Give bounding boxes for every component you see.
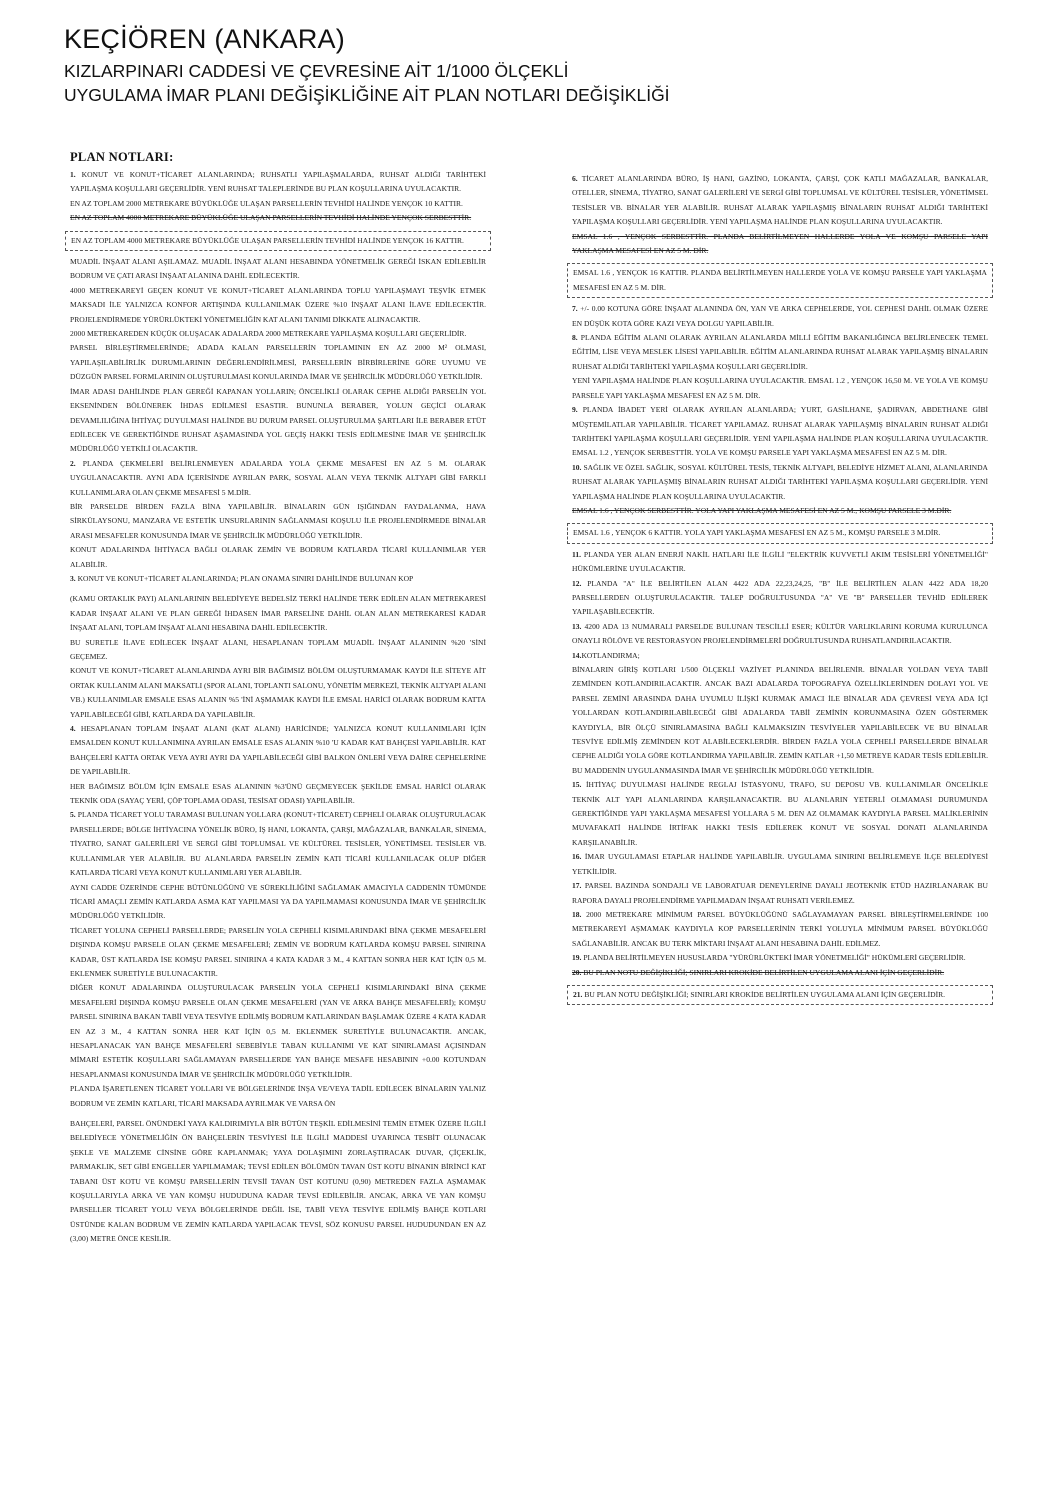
notes-right-column (572, 172, 988, 1009)
note-text: KONUT VE KONUT+TİCARET ALANLARINDA; PLAN ONAMA SINIRI DAHİLİNDE BULUNAN KOP (77, 573, 414, 583)
note-paragraph: BAHÇELERİ, PARSEL ÖNÜNDEKİ YAYA KALDIRIMIYLA BİR BÜTÜN TEŞKİL EDİLMESİNİ TEMİN ETMEK ÜZERE İLGİLİ BELEDİYECE YÖNETMELİĞİN ÖN BAHÇELERİN TESVİYESİ İLE İLGİLİ MADDESİ UYARINCA TESBİT OLUNACAK ŞEKLE VE MALZEME CİNSİNE GÖRE KAPLANMAK; YAYA DOLAŞIMINI ZORLAŞTIRACAK DUVAR, ÇİÇEKLİK, PARMAKLIK, SET GİBİ ENGELLER YAPILMAMAK; TEVSİ EDİLEN BÖLÜMÜN TAVAN ÜST KOTU BİNANIN BİRİNCİ KAT TABANI ÜST KOTU VE KOMŞU PARSELLERİN TEVSİİ TAVAN ÜST KOTUNU (0,90) METREDEN FAZLA AŞMAMAK KOŞULLARIYLA ARKA VE YAN KOMŞU HUDUDUNA KADAR TEVSİ EDİLEBİLİR. ANCAK, ARKA VE YAN KOMŞU PARSELLER TİCARET YOLU VEYA BÖLGELERİNDE DEĞİL İSE, TABİİ VEYA TESVİYE EDİLMİŞ BAHÇE KOTLARI ÜSTÜNDE KALAN BODRUM VE ZEMİN KATLARDA YAPILACAK TEVSİ, SÖZ KONUSU PARSEL HUDUDUNDAN EN AZ (3,00) METRE ÖNCE KESİLİR. (70, 1119, 486, 1244)
amended-note-box (567, 523, 993, 543)
note-paragraph: BU SURETLE İLAVE EDİLECEK İNŞAAT ALANI, HESAPLANAN TOPLAM MUADİL İNŞAAT ALANININ %20 'SİNİ GEÇEMEZ. (70, 637, 486, 661)
note-paragraph: İMAR ADASI DAHİLİNDE PLAN GEREĞİ KAPANAN YOLLARIN; ÖNCELİKLİ OLARAK CEPHE ALDIĞI PARSELİN YOL EKSENİNDEN BÖLÜNEREK İHDAS EDİLMESİ ESASTIR. BUNUNLA BERABER, YOLUN GEÇİCİ OLARAK DEVAMLILIĞINA İHTİYAÇ DUYULMASI HALİNDE BU DURUM PARSEL OLUŞTURULMA ŞARTLARI İLE BERABER ETÜT EDİLECEK VE GEREKTİĞİNDE RUHSAT AŞAMASINDA YOL GEÇİŞ HAKKI TESİS EDİLMESİNE İMAR VE ŞEHİRCİLİK MÜDÜRLÜĞÜ YETKİLİ OLACAKTIR. (70, 386, 486, 454)
amended-note-text: EMSAL 1.6 , YENÇOK 16 KATTIR. PLANDA BELİRTİLMEYEN HALLERDE YOLA VE KOMŞU PARSELE YAPI YAKLAŞMA MESAFESİ EN AZ 5 M. DİR. (573, 268, 987, 292)
note-number: 19. (572, 953, 582, 963)
note-text: PLANDA ÇEKMELERİ BELİRLENMEYEN ADALARDA YOLA ÇEKME MESAFESİ EN AZ 5 M. OLARAK UYGULANACAKTIR. AYNI ADA İÇERİSİNDE AYRILAN PARK, SOSYAL ALAN VEYA TEKNİK ALTYAPI GİBİ FARKLI KULLANIMLARA OLAN ÇEKME MESAFESİ 5 M.DİR. (70, 458, 486, 497)
note-9 (572, 403, 988, 461)
amended-note-text: EN AZ TOPLAM 4000 METREKARE BÜYÜKLÜĞE ULAŞAN PARSELLERİN TEVHİDİ HALİNDE YENÇOK 16 KATTIR. (71, 235, 464, 245)
struck-note-paragraph: EMSAL 1.6 , YENÇOK SERBESTTİR. PLANDA BELİRTİLMEYEN HALLERDE YOLA VE KOMŞU PARSELE YAPI YAKLAŞMA MESAFESİ EN AZ 5 M. DİR. (572, 231, 988, 256)
note-text: İMAR UYGULAMASI ETAPLAR HALİNDE YAPILABİLİR. UYGULAMA SINIRINI BELİRLEMEYE İLÇE BELEDİYESİ YETKİLİDİR. (572, 852, 988, 876)
note-2 (70, 457, 486, 500)
note-text: HESAPLANAN TOPLAM İNŞAAT ALANI (KAT ALANI) HARİCİNDE; YALNIZCA KONUT KULLANIMLARI İÇİN EMSALDEN KONUT KULLANIMINA AYRILAN EMSALE ESAS ALANIN %10 'U KADAR KAT BAHÇESİ YAPILABİLİR. KAT BAHÇELERİ KATTA ORTAK VEYA AYRI AYRI DA YAPILABİLECEĞİ GİBİ BALKON ÖNLERİ VEYA DAİRE CEPHELERİNE DE YAPILABİLİR. (70, 724, 486, 777)
note-7 (572, 302, 988, 331)
note-number: 6. (572, 174, 578, 183)
note-text: TİCARET ALANLARINDA BÜRO, İŞ HANI, GAZİNO, LOKANTA, ÇARŞI, ÇOK KATLI MAĞAZALAR, BANKALAR, OTELLER, SİNEMA, TİYATRO, SANAT GALERİLERİ VE SERGİ GİBİ TOPLUMSAL VE KÜLTÜREL TESİSLER, YÖNETİMSEL TESİSLER VB. BİNALAR YER ALABİLİR. RUHSAT ALARAK YAPILAŞMIŞ BİNALARIN RUHSAT ALDIĞI TARİHTEKİ YAPILAŞMA KOŞULLARI GEÇERLİDİR. YENİ YAPILAŞMA HALİNDE PLAN KOŞULLARINA UYULACAKTIR. (572, 174, 988, 227)
note-text: KONUT VE KONUT+TİCARET ALANLARINDA; RUHSATLI YAPILAŞMALARDA, RUHSAT ALDIĞI TARİHTEKİ YAPILAŞMA KOŞULLARI GEÇERLİDİR. YENİ RUHSAT TALEPLERİNDE BU PLAN KOŞULLARINA UYULACAKTIR. (70, 170, 486, 194)
note-number: 12. (572, 578, 582, 588)
document-header (64, 22, 670, 107)
note-text: 2000 METREKARE MİNİMUM PARSEL BÜYÜKLÜĞÜNÜ SAĞLAYAMAYAN PARSEL BİRLEŞTİRMELERİNDE 100 METREKAREYİ AŞMAMAK KAYDIYLA KOP PARSELLERİNİN TERKİ YOLUYLA MİNİMUM PARSEL BÜYÜKLÜĞÜ SAĞLANABİLİR. ANCAK BU TERK MİKTARI İNŞAAT ALANI HESABINA DAHİL EDİLMEZ. (572, 909, 988, 948)
note-paragraph: TİCARET YOLUNA CEPHELİ PARSELLERDE; PARSELİN YOLA CEPHELİ KISIMLARINDAKİ BİNA ÇEKME MESAFELERİ DIŞINDA KOMŞU PARSELE OLAN ÇEKME MESAFELERİ; ZEMİN VE BODRUM KATLARDA KOMŞU PARSEL SINIRINA KADAR, ÜST KATLARDA İSE KOMŞU PARSEL SINIRINA 4 KATA KADAR 3 M., 4 KATTAN SONRA HER KAT İÇİN 0,5 M. EKLENMEK SURETİYLE BULUNACAKTIR. (70, 925, 486, 978)
note-paragraph: PLANDA İŞARETLENEN TİCARET YOLLARI VE BÖLGELERİNDE İNŞA VE/VEYA TADİL EDİLECEK BİNALARIN YALNIZ BODRUM VE ZEMİN KATLARI, TİCARİ MAKSADA AYRILMAK VE VARSA ÖN (70, 1084, 486, 1108)
note-title: KOTLANDIRMA; (581, 650, 640, 660)
note-13 (572, 620, 988, 649)
note-number: 13. (572, 621, 582, 631)
note-number: 10. (572, 462, 582, 472)
note-paragraph: BİNALARIN GİRİŞ KOTLARI 1/500 ÖLÇEKLİ VAZİYET PLANINDA BELİRLENİR. BİNALAR YOLDAN VEYA TABİİ ZEMİNDEN KOTLANDIRILACAKTIR. ANCAK BAZI ADALARDA TOPOGRAFYA ÖZELLİKLERİNDEN DOLAYI YOL VE PARSEL ZEMİNİ ARASINDA DAHA UYUMLU İLİŞKİ KURMAK AMACI İLE BİNALAR ADA ÇEVRESİ VEYA ADA İÇİ YOLLARDAN KOTLANDIRILABİLECEĞİ GİBİ ADALARDA TABİİ ZEMİNİN KORUNMASINA ÖZEN GÖSTERMEK KAYDIYLA, BİR ÖLÇÜ SINIRLAMASINA BAĞLI KALMAKSIZIN TESVİYELER YAPILABİLECEK VE BU BİNALAR TESVİYE EDİLMİŞ ZEMİNDEN KOT ALABİLECEKLERDİR. BİRDEN FAZLA YOLA CEPHELİ PARSELLERDE BİNALAR CEPHE ALDIĞI YOLA GÖRE KOTLANDIRMA YAPILABİLİR. ZEMİN KATLAR +1,50 METREYE KADAR TESİS EDİLEBİLİR. BU MADDENİN UYGULANMASINDA İMAR VE ŞEHİRCİLİK MÜDÜRLÜĞÜ YETKİLİDİR. (572, 665, 988, 775)
amended-note-text: EMSAL 1.6 , YENÇOK 6 KATTIR. YOLA YAPI YAKLAŞMA MESAFESİ EN AZ 5 M., KOMŞU PARSELE 3 M.DİR. (573, 528, 941, 538)
note-21 (573, 988, 987, 1002)
note-text: PLANDA EĞİTİM ALANI OLARAK AYRILAN ALANLARDA MİLLİ EĞİTİM BAKANLIĞINCA BELİRLENECEK TEMEL EĞİTİM, LİSE VEYA MESLEK LİSESİ YAPILABİLİR. EĞİTİM ALANLARINDA RUHSAT ALARAK YAPILAŞMIŞ BİNALARIN RUHSAT ALDIĞI TARİHTEKİ YAPILAŞMA KOŞULLARI GEÇERLİDİR. (572, 333, 988, 371)
note-19 (572, 951, 988, 965)
note-number: 1. (70, 170, 76, 179)
note-text: PLANDA YER ALAN ENERJİ NAKİL HATLARI İLE İLGİLİ "ELEKTRİK KUVVETLİ AKIM TESİSLERİ YÖNETMELİĞİ" HÜKÜMLERİNE UYULACAKTIR. (572, 549, 988, 574)
note-text: BU PLAN NOTU DEĞİŞİKLİĞİ; SINIRLARI KROKİDE BELİRTİLEN UYGULAMA ALANI İÇİN GEÇERLİDİR. (584, 989, 946, 999)
note-paragraph: KONUT VE KONUT+TİCARET ALANLARINDA AYRI BİR BAĞIMSIZ BÖLÜM OLUŞTURMAMAK KAYDI İLE SİTEYE AİT ORTAK KULLANIM ALANI MAKSATLI (SPOR ALANI, TOPLANTI SALONU, YÖNETİM MERKEZİ, TEKNİK ALTYAPI ALANI VB.) KULLANIMLAR EMSALE ESAS ALANIN %5 'İNİ AŞMAMAK KAYDI İLE EMSAL HARİCİ OLARAK BODRUM KATTA YAPILABİLECEĞİ GİBİ, KATLARDA DA YAPILABİLİR. (70, 666, 486, 719)
note-paragraph: EN AZ TOPLAM 2000 METREKARE BÜYÜKLÜĞE ULAŞAN PARSELLERİN TEVHİDİ HALİNDE YENÇOK 10 KATTIR. (70, 198, 463, 208)
note-number: 16. (572, 852, 582, 862)
note-15 (572, 778, 988, 850)
note-number: 11. (572, 549, 582, 559)
note-paragraph: 2000 METREKAREDEN KÜÇÜK OLUŞACAK ADALARDA 2000 METREKARE YAPILAŞMA KOŞULLARI GEÇERLİDİR. (70, 329, 467, 339)
note-paragraph: BİR PARSELDE BİRDEN FAZLA BİNA YAPILABİLİR. BİNALARIN GÜN IŞIĞINDAN FAYDALANMA, HAVA SİRKÜLAYSONU, MANZARA VE ESTETİK UNSURLARININ SAĞLANMASI KOŞULU İLE PROJELENDİRMEDE BİNALAR ARASI MESAFELER KONUSUNDA İMAR VE ŞEHİRCİLİK MÜDÜRLÜĞÜ YETKİLİDİR. (70, 501, 486, 540)
note-number: 15. (572, 780, 582, 790)
struck-note-paragraph: EN AZ TOPLAM 4000 METREKARE BÜYÜKLÜĞE ULAŞAN PARSELLERİN TEVHİDİ HALİNDE YENÇOK SERBESTTİR. (70, 213, 472, 223)
note-paragraph: (KAMU ORTAKLIK PAYI) ALANLARININ BELEDİYEYE BEDELSİZ TERKİ HALİNDE TERK EDİLEN ALAN METREKARESİ KADAR İNŞAAT ALANI VE PLAN GEREĞİ İHDASEN İMAR PARSELİNE DAHİL OLAN ALAN METREKARESİ KADAR İNŞAAT ALANI, TOPLAM İNŞAAT ALANI HESABINA DAHİL EDİLECEKTİR. (70, 594, 486, 633)
note-text: PLANDA İBADET YERİ OLARAK AYRILAN ALANLARDA; YURT, GASİLHANE, ŞADIRVAN, ABDETHANE GİBİ MÜŞTEMİLATLAR YAPILABİLİR. TİCARET YAPILAMAZ. RUHSAT ALARAK YAPILAŞMIŞ BİNALARIN RUHSAT ALDIĞI TARİHTEKİ YAPILAŞMA KOŞULLARI GEÇERLİDİR. YENİ YAPILAŞMA HALİNDE PLAN KOŞULLARINA UYULACAKTIR. EMSAL 1.2 , YENÇOK SERBESTTİR. YOLA VE KOMŞU PARSELE YAPI YAKLAŞMA MESAFESİ EN AZ 5 M. DİR. (572, 405, 988, 458)
note-3 (70, 572, 486, 586)
note-number: 2. (70, 458, 76, 468)
note-paragraph: MUADİL İNŞAAT ALANI AŞILAMAZ. MUADİL İNŞAAT ALANI HESABINDA YÖNETMELİK GEREĞİ İSKAN EDİLEBİLİR BODRUM VE ÇATI ARASI İNŞAAT ALANINA DAHİL EDİLECEKTİR. (70, 257, 486, 281)
note-4 (70, 722, 486, 780)
note-paragraph: AYNI CADDE ÜZERİNDE CEPHE BÜTÜNLÜĞÜNÜ VE SÜREKLİLİĞİNİ SAĞLAMAK AMACIYLA CADDENİN TÜMÜNDE TİCARİ AMAÇLI ZEMİN KATLARDA ASMA KAT YAPILMASI YA DA YAPILMAMASI KONUSUNDA İMAR VE ŞEHİRCİLİK MÜDÜRLÜĞÜ YETKİLİDİR. (70, 882, 486, 921)
note-number: 8. (572, 333, 578, 343)
note-18 (572, 908, 988, 951)
note-16 (572, 850, 988, 879)
note-text: PLANDA "A" İLE BELİRTİLEN ALAN 4422 ADA 22,23,24,25, "B" İLE BELİRTİLEN ALAN 4422 ADA 18,20 PARSELLERDEN OLUŞTURULACAKTIR. TALEP DOĞRULTUSUNDA "A" VE "B" PARSELLER TEVHİD EDİLEREK YAPILAŞABİLECEKTİR. (572, 578, 989, 617)
note-paragraph: YENİ YAPILAŞMA HALİNDE PLAN KOŞULLARINA UYULACAKTIR. EMSAL 1.2 , YENÇOK 16,50 M. VE YOLA VE KOMŞU PARSELE YAPI YAKLAŞMA MESAFESİ EN AZ 5 M. DİR. (572, 376, 988, 400)
note-text: +/- 0.00 KOTUNA GÖRE İNŞAAT ALANINDA ÖN, YAN VE ARKA CEPHELERDE, YOL CEPHESİ DAHİL OLMAK ÜZERE EN DÜŞÜK KOTA GÖRE KAZI VEYA DOLGU YAPILABİLİR. (572, 304, 988, 328)
note-text: SAĞLIK VE ÖZEL SAĞLIK, SOSYAL KÜLTÜREL TESİS, TEKNİK ALTYAPI, BELEDİYE HİZMET ALANI, ALANLARINDA RUHSAT ALARAK YAPILAŞMIŞ BİNALARIN RUHSAT ALDIĞI TARİHTEKİ YAPILAŞMA KOŞULLARI GEÇERLİDİR. YENİ YAPILAŞMA HALİNDE PLAN KOŞULLARINA UYULACAKTIR. (572, 462, 988, 501)
plan-notes-heading: PLAN NOTLARI: (70, 150, 174, 164)
document-subtitle-line-1: KIZLARPINARI CADDESİ VE ÇEVRESİNE AİT 1/1000 ÖLÇEKLİ (64, 61, 569, 81)
note-paragraph: KONUT ADALARINDA İHTİYACA BAĞLI OLARAK ZEMİN VE BODRUM KATLARDA TİCARİ KULLANIMLAR YER ALABİLİR. (70, 545, 486, 569)
note-text: PLANDA BELİRTİLMEYEN HUSUSLARDA "YÜRÜRLÜKTEKİ İMAR YÖNETMELİĞİ" HÜKÜMLERİ GEÇERLİDİR. (583, 953, 966, 963)
note-11 (572, 548, 988, 577)
document-title: KEÇİÖREN (ANKARA) (64, 24, 345, 54)
note-12 (572, 577, 988, 620)
note-8 (572, 331, 988, 374)
note-1 (70, 168, 486, 197)
notes-left-column (70, 168, 486, 1247)
note-number: 5. (70, 810, 76, 820)
note-text: PLANDA TİCARET YOLU TARAMASI BULUNAN YOLLARA (KONUT+TİCARET) CEPHELİ OLARAK OLUŞTURULACAK PARSELLERDE; BÖLGE İHTİYACINA YÖNELİK BÜRO, İŞ HANI, LOKANTA, ÇARŞI, MAĞAZALAR, BANKALAR, SİNEMA, TİYATRO, SANAT GALERİLERİ VE SERGİ GİBİ TOPLUMSAL VE KÜLTÜREL TESİSLER, YÖNETİMSEL TESİSLER VB. KULLANIMLAR YER ALABİLİR. BU ALANLARDA PARSELİN ZEMİN KATI TİCARİ KULLANILACAK OLUP DİĞER KATLARDA TİCARİ VEYA KONUT KULLANIMLARI YER ALABİLİR. (70, 810, 486, 878)
note-10 (572, 461, 988, 504)
note-paragraph: HER BAĞIMSIZ BÖLÜM İÇİN EMSALE ESAS ALANININ %3'ÜNÜ GEÇMEYECEK ŞEKİLDE EMSAL HARİCİ OLARAK TEKNİK ODA (SAYAÇ YERİ, ÇÖP TOPLAMA ODASI, TESİSAT ODASI) YAPILABİLİR. (70, 781, 486, 806)
struck-note-paragraph: EMSAL 1.6 , YENÇOK SERBESTTİR. YOLA YAPI YAKLAŞMA MESAFESİ EN AZ 5 M., KOMŞU PARSELE 3 M.DİR. (572, 505, 952, 515)
note-number: 4. (70, 724, 76, 734)
note-14 (572, 649, 988, 663)
note-5 (70, 808, 486, 880)
note-text: İHTİYAÇ DUYULMASI HALİNDE REGLAJ İSTASYONU, TRAFO, SU DEPOSU VB. KULLANIMLAR ÖNCELİKLE TEKNİK ALT YAPI ALANLARINDA KARŞILANACAKTIR. BU ALANLARIN YETERLİ OLMAMASI DURUMUNDA GEREKTİĞİNDE YAPI YAKLAŞMA MESAFESİ YOLLARA 5 M. DEN AZ OLMAMAK KAYDIYLA PARSEL MALİKLERİNİN MUVAFAKATİ HALİNDE İRTİFAK HAKKI TESİS EDİLEREK KONUT VE SOSYAL DONATI ALANLARINDA KARŞILANABİLİR. (572, 780, 988, 847)
note-paragraph: PARSEL BİRLEŞTİRMELERİNDE; ADADA KALAN PARSELLERİN TOPLAMININ EN AZ 2000 M² OLMASI, YAPILAŞILABİLİRLİK DURUMLARININ DEĞERLENDİRİLMESİ, PARSELLERİN BİRBİRLERİNE GÖRE UYUMU VE DÜZGÜN PARSEL FORMLARININ OLUŞTURULMASI KONULARINDA İMAR VE ŞEHİRCİLİK MÜDÜRLÜĞÜ YETKİLİDİR. (70, 343, 486, 382)
note-number: 21. (573, 989, 583, 999)
amended-note-box (567, 985, 993, 1005)
note-17 (572, 879, 988, 908)
note-text: 4200 ADA 13 NUMARALI PARSELDE BULUNAN TESCİLLİ ESER; KÜLTÜR VARLIKLARINI KORUMA KURULUNCA ONAYLI RÖLÖVE VE RESTORASYON PROJELENDİRMELERİ DOĞRULTUSUNDA RUHSATLANDIRILACAKTIR. (572, 621, 988, 646)
note-number: 20. (572, 967, 582, 977)
note-number: 18. (572, 909, 582, 919)
note-number: 7. (572, 304, 578, 314)
note-6 (572, 172, 988, 230)
note-text: BU PLAN NOTU DEĞİŞİKLİĞİ; SINIRLARI KROKİDE BELİRTİLEN UYGULAMA ALANI İÇİN GEÇERLİDİR. (583, 967, 945, 977)
note-20-struck (572, 966, 988, 980)
amended-note-box (65, 231, 491, 251)
note-text: PARSEL BAZINDA SONDAJLI VE LABORATUAR DENEYLERİNE DAYALI JEOTEKNİK ETÜD HAZIRLANARAK BU RAPORA DAYALI PROJELENDİRME YAPILMADAN İNŞAAT RUHSATI VERİLEMEZ. (572, 881, 988, 905)
note-number: 9. (572, 405, 578, 415)
amended-note-box (567, 263, 993, 298)
note-number: 14. (572, 650, 582, 660)
note-number: 17. (572, 881, 582, 891)
note-paragraph: 4000 METREKAREYİ GEÇEN KONUT VE KONUT+TİCARET ALANLARINDA TOPLU YAPILAŞMAYI TEŞVİK ETMEK MAKSADI İLE YALNIZCA KONFOR ARTIŞINDA KULLANILMAK ÜZERE %10 İNŞAAT ALANI İLAVE EDİLECEKTİR. PROJELENDİRMEDE YÜRÜRLÜKTEKİ YÖNETMELİĞİN KAT ALANI TANIMI DİKKATE ALINACAKTIR. (70, 285, 486, 324)
document-subtitle-line-2: UYGULAMA İMAR PLANI DEĞİŞİKLİĞİNE AİT PLAN NOTLARI DEĞİŞİKLİĞİ (64, 85, 670, 105)
note-number: 3. (70, 573, 76, 583)
note-paragraph: DİĞER KONUT ADALARINDA OLUŞTURULACAK PARSELİN YOLA CEPHELİ KISIMLARINDAKİ BİNA ÇEKME MESAFELERİ DIŞINDA KOMŞU PARSELE OLAN ÇEKME MESAFELERİ (YAN VE ARKA BAHÇE MESAFELERİ); KOMŞU PARSEL SINIRINA BAKAN TABİİ VEYA TESVİYE EDİLMİŞ BODRUM KATLARINDAN BAŞLAMAK ÜZERE 4 KATA KADAR EN AZ 3 M., 4 KATTAN SONRA HER KAT İÇİN 0,5 M. EKLENMEK SURETİYLE BULUNACAKTIR. ANCAK, HESAPLANACAK YAN BAHÇE MESAFELERİ SEBEBİYLE TABAN KULLANIMI VE KAT SINIRLAMASI AÇISINDAN MİMARİ ESTETİK KOŞULLARI SAĞLAMAYAN PARSELLERDE YAN BAHÇE MESAFE HESABININ +0.00 KOTUNDAN HESAPLANMASI KONUSUNDA İMAR VE ŞEHİRCİLİK MÜDÜRLÜĞÜ YETKİLİDİR. (70, 983, 486, 1079)
